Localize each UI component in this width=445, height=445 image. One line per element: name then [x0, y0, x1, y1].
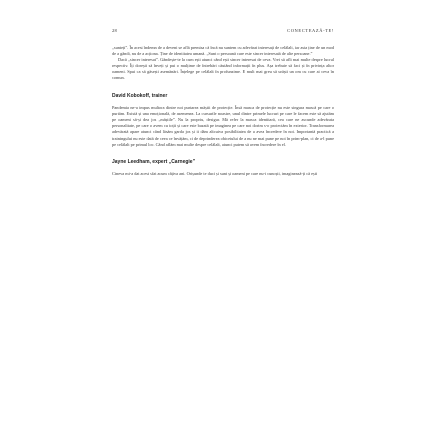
body-paragraph: „sunteți”. În acest îndemn de a deveni se află premisa că încă nu suntem cu adevărat interesați de celălalt, iar asta ține de un mod de a gândi, nu de a acționa. Ține de identitatea umană. „Sunt o persoană care este sincer interesată de alte persoane.” — [112, 45, 334, 57]
page-number: 28 — [112, 28, 117, 33]
page-body — [112, 45, 334, 177]
testimonial-section — [112, 171, 334, 177]
body-paragraph: Cineva mi-a dat acest sfat acum câțiva ani. Orișunde te duci și sunt și oameni pe care nu-i cunoști, imaginează-ți că ești — [112, 170, 318, 176]
body-paragraph: Pandemia ne-a impus multora dintre noi purtarea măștii de protecție. Însă masca de protecție nu este singura mască pe care o purtăm. Există și una emoțională, de asemenea. La cursurile noastre, unul dintre primele lucruri pe care le facem este să ajutăm pe oameni să-și dea jos „măștile”. Nu la propriu, desigur. Mă refer la masca identitară, cea care ne ascunde adevărata personalitate, pe care o avem cu toții și care este bazată pe imaginea pe care noi dorim s-o proiectăm în exterior. Transformarea adevărată apare atunci când lăsăm garda jos și ii dăm altcuiva posibilitatea de a avea încredere în noi. Importantă practică a trainingului nu este dată de ceea ce învățăm, ci de deprinderea obiceiului de a nu ne mai pune pe noi în prim-plan, ci de a-l pune pe celălalt pe primul loc. Când aflăm mai multe despre celălalt, atunci putem să avem încredere în el. — [112, 105, 334, 147]
quote-author-heading: Jayne Leedham, expert „Carnegie” — [112, 158, 196, 165]
running-title: CONECTEAZĂ-TE! — [287, 28, 334, 33]
page-header — [112, 28, 334, 36]
opening-section — [112, 45, 334, 81]
testimonial-section — [112, 105, 334, 147]
quote-author-heading: David Kobokoff, trainer — [112, 93, 168, 100]
body-paragraph: Dacă „sincer interesat”. Gândește-te la cum ești atunci când ești sincer interesat de ceva. Vrei să afli mai multe despre lucrul respectiv. Îți dorești să înveți și pui o mulțime de întrebări căutând informații în plus. Așa trebuie să faci și în privința altor oameni. Spui ca să găsești asemănări. Înțelege pe celălalt în profunzime. E mult mai greu să urăști un om cu care ai ceva în comun. — [112, 57, 334, 81]
